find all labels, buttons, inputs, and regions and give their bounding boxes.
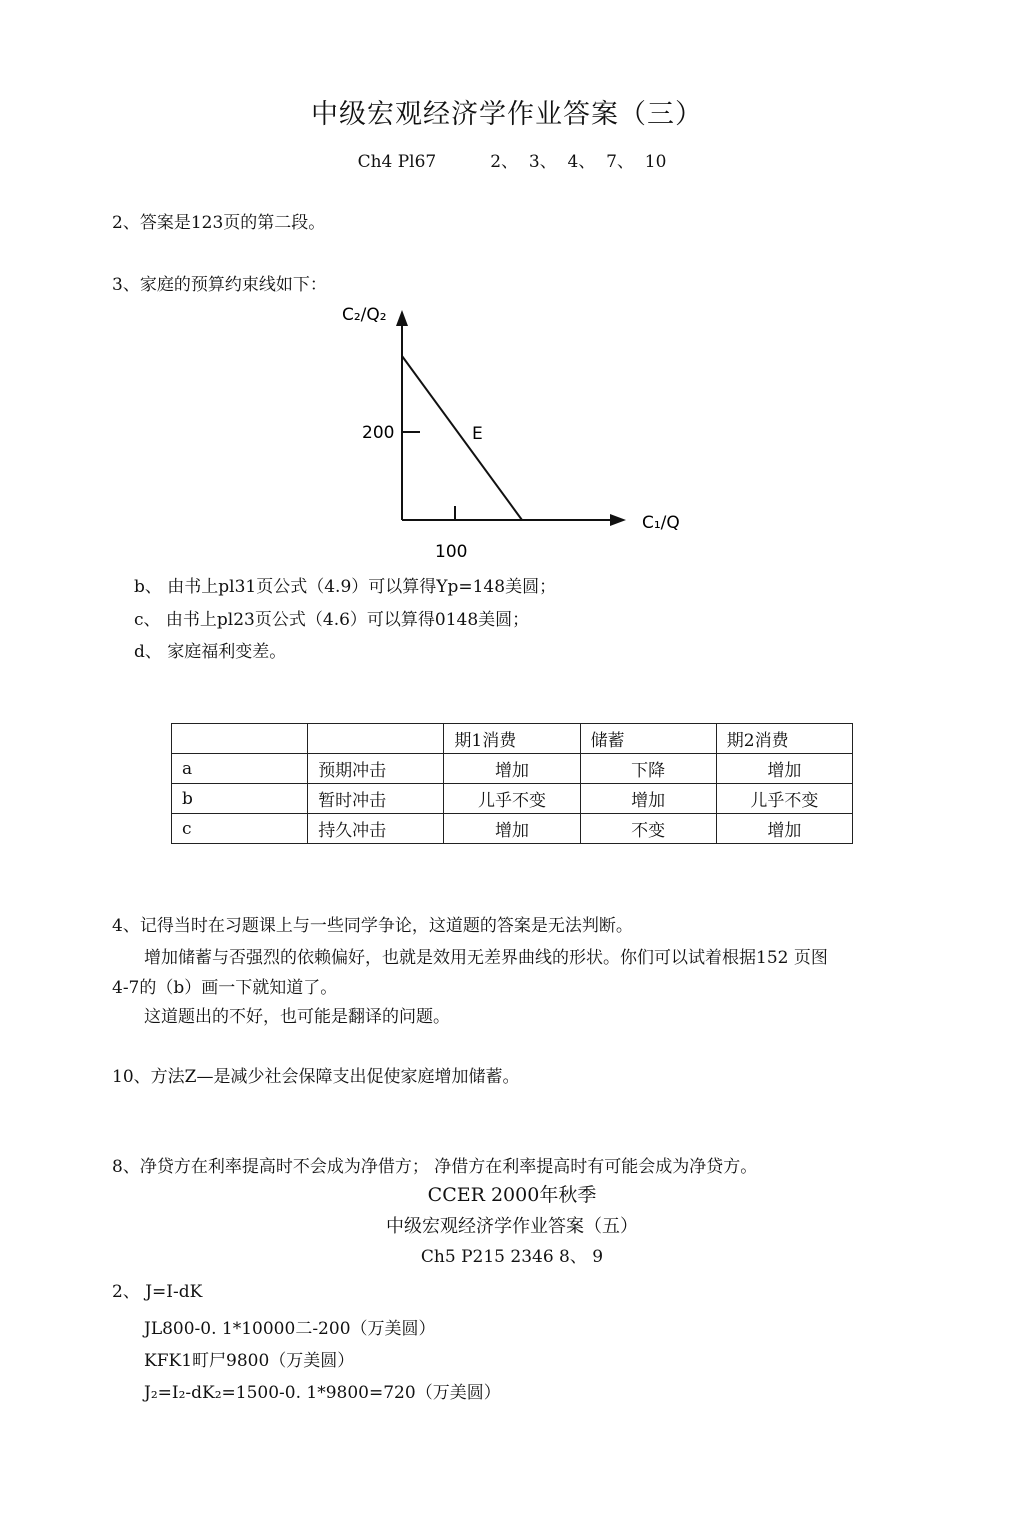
table-row <box>172 784 853 814</box>
table-header-cell: 期2消费 <box>716 724 852 754</box>
table-header-row <box>172 724 853 754</box>
table-cell: 增加 <box>444 754 580 784</box>
table-header-cell <box>172 724 308 754</box>
answer-3: 3、家庭的预算约束线如下： <box>112 275 327 295</box>
table-header-cell: 期1消费 <box>444 724 580 754</box>
answer-3b: b、 由书上pl31页公式（4.9）可以算得Yp=148美圆； <box>134 577 557 597</box>
x-tick-label: 100 <box>435 542 468 562</box>
answer-4-line1: 4、记得当时在习题课上与一些同学争论，这道题的答案是无法判断。 <box>112 916 633 936</box>
answer-4-line4: 这道题出的不好，也可能是翻译的问题。 <box>144 1007 450 1027</box>
answer-10: 10、方法Z—是减少社会保障支出促使家庭增加储蓄。 <box>112 1067 520 1087</box>
table-cell: 儿乎不变 <box>716 784 852 814</box>
shock-table <box>171 723 853 844</box>
table-cell: 暂时冲击 <box>308 784 444 814</box>
x-axis-label: C₁/Q <box>642 513 680 533</box>
table-header-cell: 储蓄 <box>580 724 716 754</box>
section5-title: 中级宏观经济学作业答案（五） <box>386 1216 638 1237</box>
answer-2: 2、答案是123页的第二段。 <box>112 213 326 233</box>
table-cell: c <box>172 814 308 844</box>
table-cell: 增加 <box>716 754 852 784</box>
table-header-cell <box>308 724 444 754</box>
table-cell: 增加 <box>716 814 852 844</box>
y-tick-label: 200 <box>362 423 395 443</box>
table-cell: 下降 <box>580 754 716 784</box>
budget-constraint-chart <box>330 298 700 568</box>
point-e-label: E <box>472 424 483 444</box>
budget-line <box>402 356 522 520</box>
table-row <box>172 754 853 784</box>
answer-4-line2: 增加储蓄与否强烈的依赖偏好，也就是效用无差界曲线的形状。你们可以试着根据152 页图 <box>144 948 828 968</box>
table-row <box>172 814 853 844</box>
table-cell: 持久冲击 <box>308 814 444 844</box>
y-axis-arrow <box>396 310 408 326</box>
page-title: 中级宏观经济学作业答案（三） <box>311 99 703 130</box>
answer-4-line3: 4-7的（b）画一下就知道了。 <box>112 978 338 998</box>
table-cell: 不变 <box>580 814 716 844</box>
section5-eq2: KFK1町尸9800（万美圆） <box>144 1351 355 1371</box>
answer-8: 8、净贷方在利率提高时不会成为净借方； 净借方在利率提高时有可能会成为净贷方。 <box>112 1157 758 1177</box>
section5-eq1: JL800-0. 1*10000二-200（万美圆） <box>144 1319 436 1339</box>
section5-eq3: J₂=I₂-dK₂=1500-0. 1*9800=720（万美圆） <box>144 1383 501 1403</box>
table-cell: a <box>172 754 308 784</box>
y-axis-label: C₂/Q₂ <box>342 305 387 325</box>
section5-org: CCER 2000年秋季 <box>427 1184 597 1206</box>
section5-subtitle: Ch5 P215 2346 8、 9 <box>420 1247 604 1267</box>
answer-3d: d、 家庭福利变差。 <box>134 642 287 662</box>
x-axis-arrow <box>610 514 626 526</box>
table-cell: 预期冲击 <box>308 754 444 784</box>
page-subtitle: Ch4 Pl67 2、 3、 4、 7、 10 <box>357 152 667 172</box>
answer-3c: c、 由书上pl23页公式（4.6）可以算得0148美圆； <box>134 610 530 630</box>
table-cell: 增加 <box>580 784 716 814</box>
section5-q2-head: 2、 J=I-dK <box>112 1282 203 1302</box>
table-cell: b <box>172 784 308 814</box>
table-cell: 增加 <box>444 814 580 844</box>
table-cell: 儿乎不变 <box>444 784 580 814</box>
